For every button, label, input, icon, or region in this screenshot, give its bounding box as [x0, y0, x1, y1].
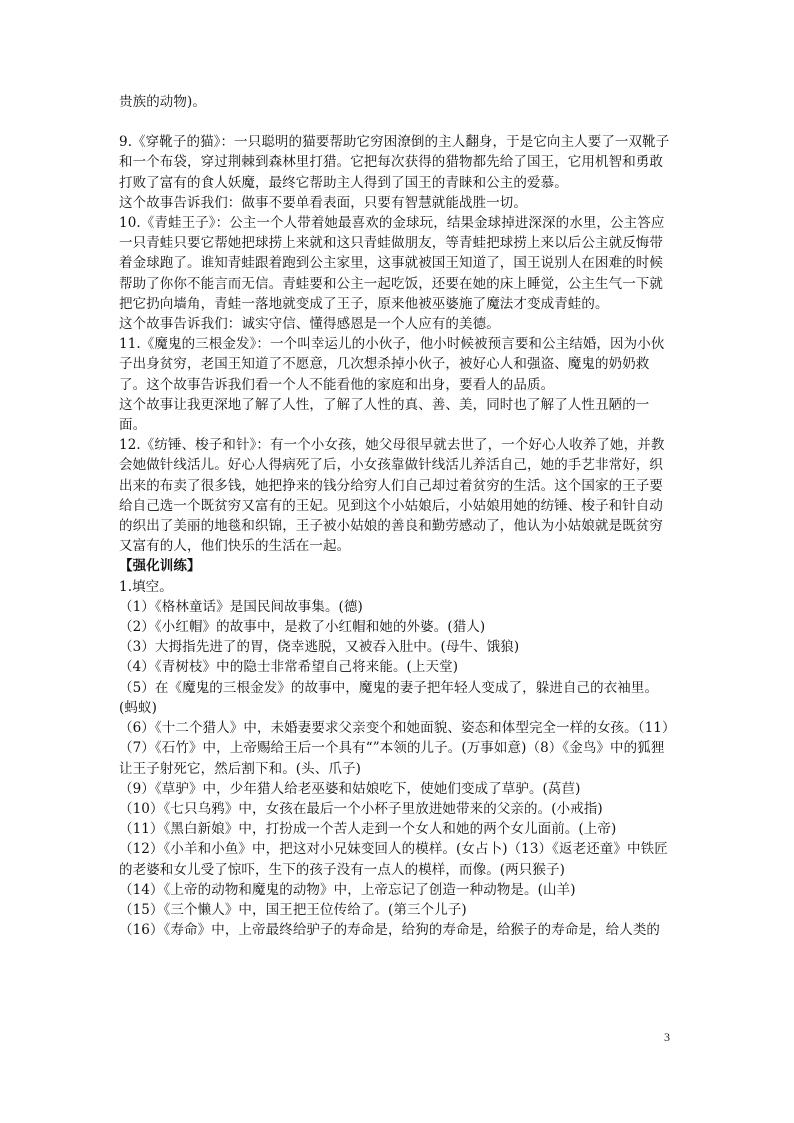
story-9-moral: 这个故事告诉我们：做事不要单看表面，只要有智慧就能战胜一切。: [119, 194, 527, 211]
exercise-line: （2）《小红帽》的故事中，是救了小红帽和她的外婆。(猎人): [119, 619, 486, 636]
exercise-line: （5）在《魔鬼的三根金发》的故事中，魔鬼的妻子把年轻人变成了，躲进自己的衣袖里。(蚂蚁): [119, 679, 659, 716]
exercise-line: （11）《黑白新娘》中，打扮成一个苦人走到一个女人和她的两个女儿面前。(上帝): [119, 821, 617, 838]
story-11-text: 11.《魔鬼的三根金发》：一个叫幸运儿的小伙子，他小时候被预言要和公主结婚，因为小伙子出身贫穷，老国王知道了不愿意，几次想杀掉小伙子，被好心人和强盗、魔鬼的奶奶救了。这个故事告诉我们看一个人不能看他的家庭和出身，要看人的品质。: [119, 336, 665, 393]
story-10-text: 10.《青蛙王子》：公主一个人带着她最喜欢的金球玩，结果金球掉进深深的水里，公主答应一只青蛙只要它帮她把球捞上来就和这只青蛙做朋友，等青蛙把球捞上来以后公主就反悔带着金球跑了。谁知青蛙跟着跑到公主家里，这事就被国王知道了，国王说别人在困难的时候帮助了你你不能言而无信。青蛙要和公主一起吃饭，还要在她的床上睡觉，公主生气一下就把它扔向墙角，青蛙一落地就变成了王子，原来他被巫婆施了魔法才变成青蛙的。: [119, 215, 665, 312]
section-title: 【强化训练】: [119, 558, 201, 575]
exercise-line: （3）大拇指先进了的胃，侥幸逃脱，又被吞入肚中。(母牛、饿狼): [119, 639, 520, 656]
exercise-line: （14）《上帝的动物和魔鬼的动物》中，上帝忘记了创造一种动物是。(山羊): [119, 881, 576, 898]
exercise-line: （6）《十二个猎人》中，未婚妻要求父亲变个和她面貌、姿态和体型完全一样的女孩。（11）: [119, 720, 676, 737]
exercise-line: （9）《草驴》中，少年猎人给老巫婆和姑娘吃下，使她们变成了草驴。(莴苣): [119, 780, 581, 797]
exercise-title: 1.填空。: [119, 578, 173, 595]
exercise-line: （10）《七只乌鸦》中，女孩在最后一个小杯子里放进她带来的父亲的。(小戒指): [119, 800, 603, 817]
exercise-line: （4）《青树枝》中的隐士非常希望自己将来能。(上天堂): [119, 659, 459, 676]
exercise-line: （12）《小羊和小鱼》中，把这对小兄妹变回人的模样。(女占卜)（13）《返老还童》中铁匠的老婆和女儿受了惊吓，生下的孩子没有一点人的模样，而像。(两只猴子): [119, 841, 668, 878]
story-10-moral: 这个故事告诉我们：诚实守信、懂得感恩是一个人应有的美德。: [119, 316, 500, 333]
paragraph-gap: [119, 112, 675, 132]
story-9-text: 9.《穿靴子的猫》：一只聪明的猫要帮助它穷困潦倒的主人翻身，于是它向主人要了一双靴子和一个布袋，穿过荆棘到森林里打猎。它把每次获得的猎物都先给了国王，它用机智和勇敢打败了富有的食人妖魔，最终它帮助主人得到了国王的青睐和公主的爱慕。: [119, 134, 670, 191]
exercise-line: （7）《石竹》中，上帝赐给王后一个具有“”本领的儿子。(万事如意)（8）《金鸟》中的狐狸让王子射死它，然后割下和。(头、爪子): [119, 740, 665, 777]
page-content: [119, 92, 675, 940]
story-11-moral: 这个故事让我更深地了解了人性，了解了人性的真、善、美，同时也了解了人性丑陋的一面。: [119, 396, 650, 434]
page-number: 3: [664, 1030, 670, 1044]
continuation-text: 贵族的动物)。: [119, 94, 206, 110]
exercise-line: （15）《三个懒人》中，国王把王位传给了。(第三个儿子): [119, 901, 467, 918]
exercise-line: （16）《寿命》中，上帝最终给驴子的寿命是，给狗的寿命是，给猴子的寿命是，给人类的: [119, 922, 661, 939]
exercise-line: （1）《格林童话》是国民间故事集。(德): [119, 598, 363, 615]
story-12-text: 12.《纺锤、梭子和针》：有一个小女孩，她父母很早就去世了，一个好心人收养了她，并教会她做针线活儿。好心人得病死了后，小女孩靠做针线活儿养活自己，她的手艺非常好，织出来的布卖了很多钱，她把挣来的钱分给穷人们自己却过着贫穷的生活。这个国家的王子要给自己选一个既贫穷又富有的王妃。见到这个小姑娘后，小姑娘用她的纺锤、梭子和针自动的织出了美丽的地毯和织锦，王子被小姑娘的善良和勤劳感动了，他认为小姑娘就是既贫穷又富有的人，他们快乐的生活在一起。: [119, 437, 665, 555]
